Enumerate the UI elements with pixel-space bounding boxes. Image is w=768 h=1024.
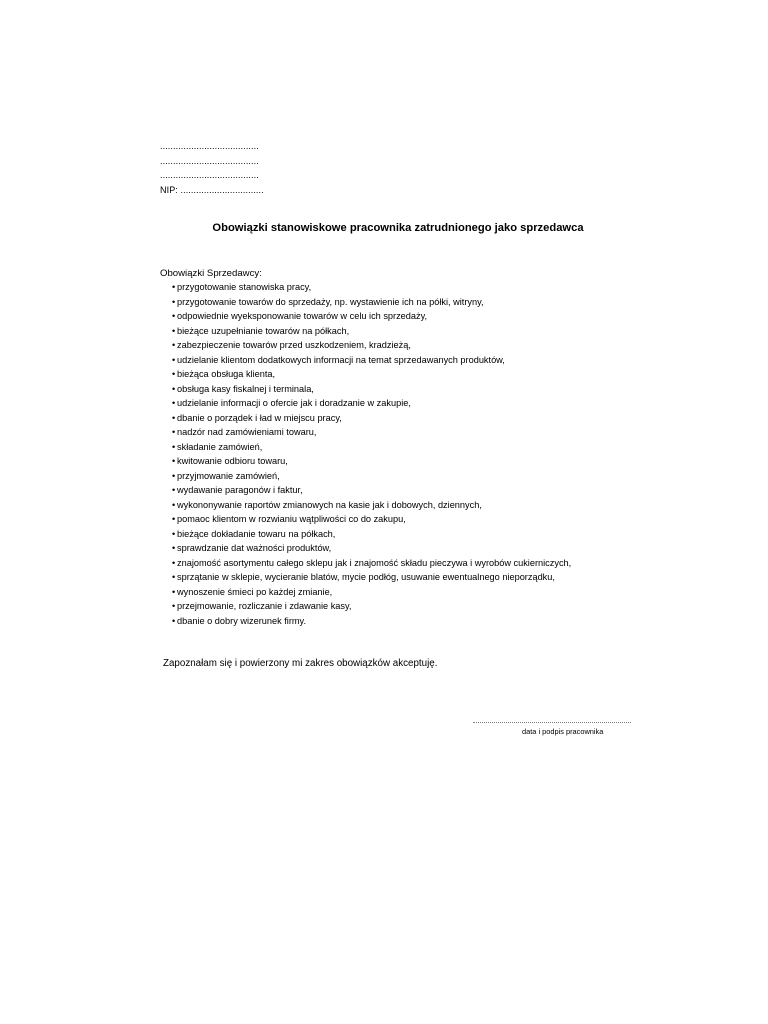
duty-item: • dbanie o porządek i ład w miejscu pracy, [173, 411, 571, 426]
duty-item: • wydawanie paragonów i faktur, [173, 483, 571, 498]
duty-item: • udzielanie informacji o ofercie jak i doradzanie w zakupie, [173, 396, 571, 411]
duty-item: • zabezpieczenie towarów przed uszkodzeniem, kradzieżą, [173, 338, 571, 353]
duty-item: • obsługa kasy fiskalnej i terminala, [173, 382, 571, 397]
duty-item: • dbanie o dobry wizerunek firmy. [173, 614, 571, 629]
duty-item: • pomaoc klientom w rozwianiu wątpliwości co do zakupu, [173, 512, 571, 527]
signature-caption: data i podpis pracownika [522, 727, 604, 736]
duty-item: • kwitowanie odbioru towaru, [173, 454, 571, 469]
signature-line [473, 722, 631, 723]
duties-list [173, 280, 571, 628]
header-blank-line-2: ...................................... [160, 155, 259, 166]
duty-item: • przyjmowanie zamówień, [173, 469, 571, 484]
duty-item: • sprawdzanie dat ważności produktów, [173, 541, 571, 556]
duty-item: • bieżąca obsługa klienta, [173, 367, 571, 382]
document-title: Obowiązki stanowiskowe pracownika zatrudnionego jako sprzedawca [212, 222, 584, 234]
duty-item: • znajomość asortymentu całego sklepu jak i znajomość składu pieczywa i wyrobów cukierniczych, [173, 556, 571, 571]
duty-item: • odpowiednie wyeksponowanie towarów w celu ich sprzedaży, [173, 309, 571, 324]
duty-item: • przygotowanie towarów do sprzedaży, np. wystawienie ich na półki, witryny, [173, 295, 571, 310]
header-blank-line-3: ...................................... [160, 170, 259, 180]
duty-item: • sprzątanie w sklepie, wycieranie blatów, mycie podłóg, usuwanie ewentualnego nieporządku, [173, 570, 571, 585]
duty-item: • udzielanie klientom dodatkowych informacji na temat sprzedawanych produktów, [173, 353, 571, 368]
duty-item: • nadzór nad zamówieniami towaru, [173, 425, 571, 440]
nip-line: NIP: ................................ [160, 184, 264, 195]
duty-item: • bieżące uzupełnianie towarów na półkach, [173, 324, 571, 339]
duty-item: • składanie zamówień, [173, 440, 571, 455]
employer-header [160, 139, 264, 197]
duty-item: • przygotowanie stanowiska pracy, [173, 280, 571, 295]
duty-item: • przejmowanie, rozliczanie i zdawanie kasy, [173, 599, 571, 614]
duty-item: • wynoszenie śmieci po każdej zmianie, [173, 585, 571, 600]
duty-item: • bieżące dokładanie towaru na półkach, [173, 527, 571, 542]
section-heading: Obowiązki Sprzedawcy: [160, 268, 262, 279]
acceptance-statement: Zapoznałam się i powierzony mi zakres obowiązków akceptuję. [163, 658, 438, 669]
header-blank-line-1: ...................................... [160, 141, 259, 151]
duty-item: • wykononywanie raportów zmianowych na kasie jak i dobowych, dziennych, [173, 498, 571, 513]
